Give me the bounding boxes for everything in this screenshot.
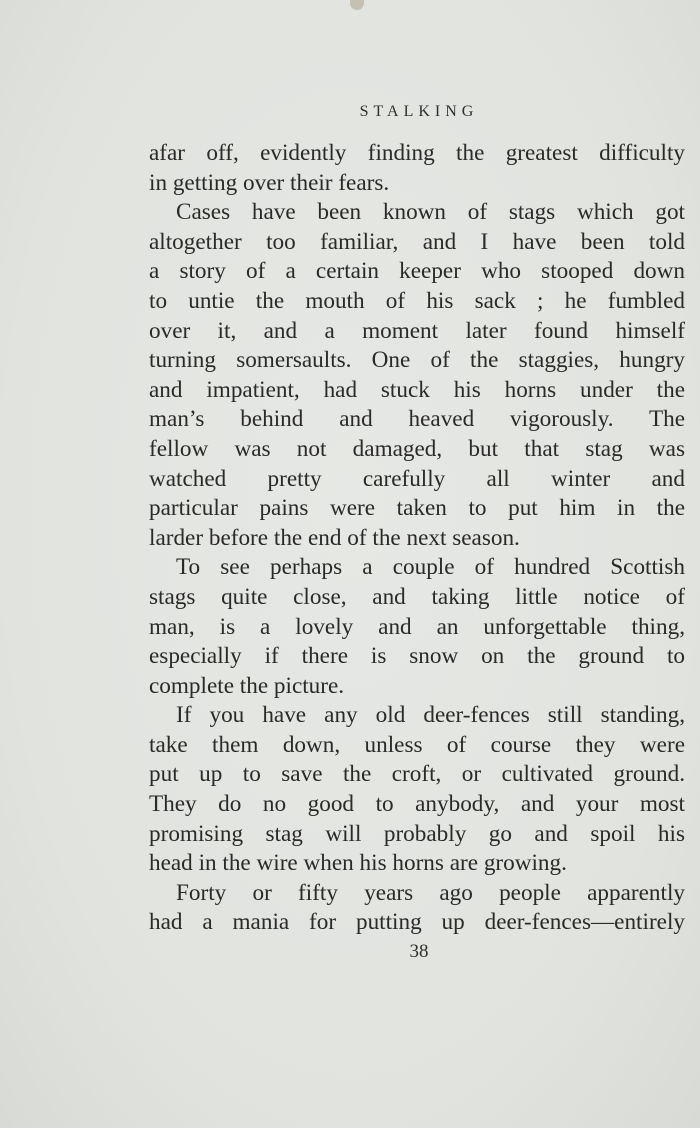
text-line: man, is a lovely and an unforgettable thing, [149,613,685,640]
text-line: If you have any old deer-fences still standing, [176,702,685,729]
body-text [149,139,685,938]
paper-blemish [350,0,364,10]
text-line: fellow was not damaged, but that stag was [149,435,685,462]
text-line: watched pretty carefully all winter and [149,465,685,492]
text-line: stags quite close, and taking little notice of [149,583,685,610]
text-line: take them down, unless of course they were [149,731,685,758]
text-line: over it, and a moment later found himself [149,317,685,344]
text-line: promising stag will probably go and spoil his [149,820,685,847]
text-line: altogether too familiar, and I have been told [149,228,685,255]
text-line: man’s behind and heaved vigorously. The [149,406,685,433]
text-line: had a mania for putting up deer-fences—entirely [149,909,685,936]
text-line: particular pains were taken to put him in the [149,495,685,522]
text-line: They do no good to anybody, and your most [149,791,685,818]
page-number: 38 [409,941,429,962]
text-line: and impatient, had stuck his horns under the [149,376,685,403]
text-line: To see perhaps a couple of hundred Scottish [176,554,685,581]
text-line: Forty or fifty years ago people apparently [176,879,685,906]
text-line: especially if there is snow on the ground to [149,643,685,670]
text-line: a story of a certain keeper who stooped down [149,258,685,285]
text-line: Cases have been known of stags which got [176,199,685,226]
text-line: to untie the mouth of his sack ; he fumbled [149,287,685,314]
text-line: put up to save the croft, or cultivated ground. [149,761,685,788]
text-line: in getting over their fears. [149,169,390,196]
text-line: afar off, evidently finding the greatest difficulty [149,140,685,166]
text-line: head in the wire when his horns are growing. [149,850,567,877]
text-line: complete the picture. [149,672,345,699]
running-head: STALKING [359,103,479,120]
text-line: larder before the end of the next season. [149,524,520,551]
text-line: turning somersaults. One of the staggies, hungry [149,347,685,374]
